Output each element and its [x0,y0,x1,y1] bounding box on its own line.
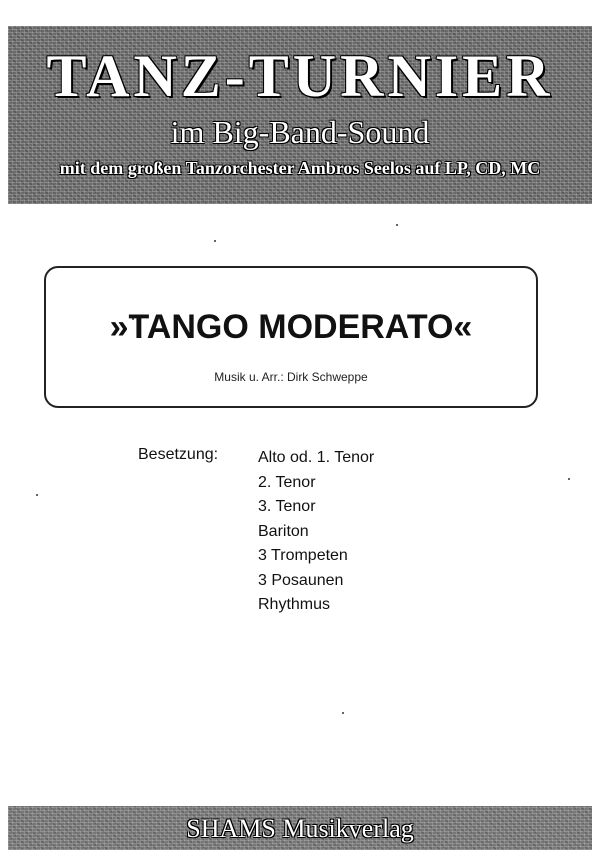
instrument-item: Alto od. 1. Tenor [258,449,375,466]
scan-speck [36,494,38,496]
instrument-item: 2. Tenor [258,473,316,491]
publisher-name: SHAMS Musikverlag [186,814,414,843]
piece-title-box [44,266,538,408]
piece-title: »TANGO MODERATO« [109,308,473,346]
header-banner [8,26,592,204]
instrument-item: 3. Tenor [258,498,316,515]
scan-speck [214,240,216,242]
instrument-item: 3 Posaunen [258,571,344,589]
collection-tagline: mit dem großen Tanzorchester Ambros Seelos auf LP, CD, MC [59,158,541,178]
scan-speck [396,224,398,226]
collection-title: TANZ-TURNIER [46,43,554,109]
scan-speck [342,712,344,714]
instrument-item: Bariton [258,522,309,540]
scoring-label: Besetzung: [138,446,219,463]
collection-subtitle: im Big-Band-Sound [170,114,430,150]
composer-credit: Musik u. Arr.: Dirk Schweppe [214,370,368,384]
footer-banner [8,806,592,850]
instrument-list [258,446,374,618]
instrument-item: 3 Trompeten [258,547,348,564]
scan-speck [568,478,570,480]
instrument-item: Rhythmus [258,596,331,613]
